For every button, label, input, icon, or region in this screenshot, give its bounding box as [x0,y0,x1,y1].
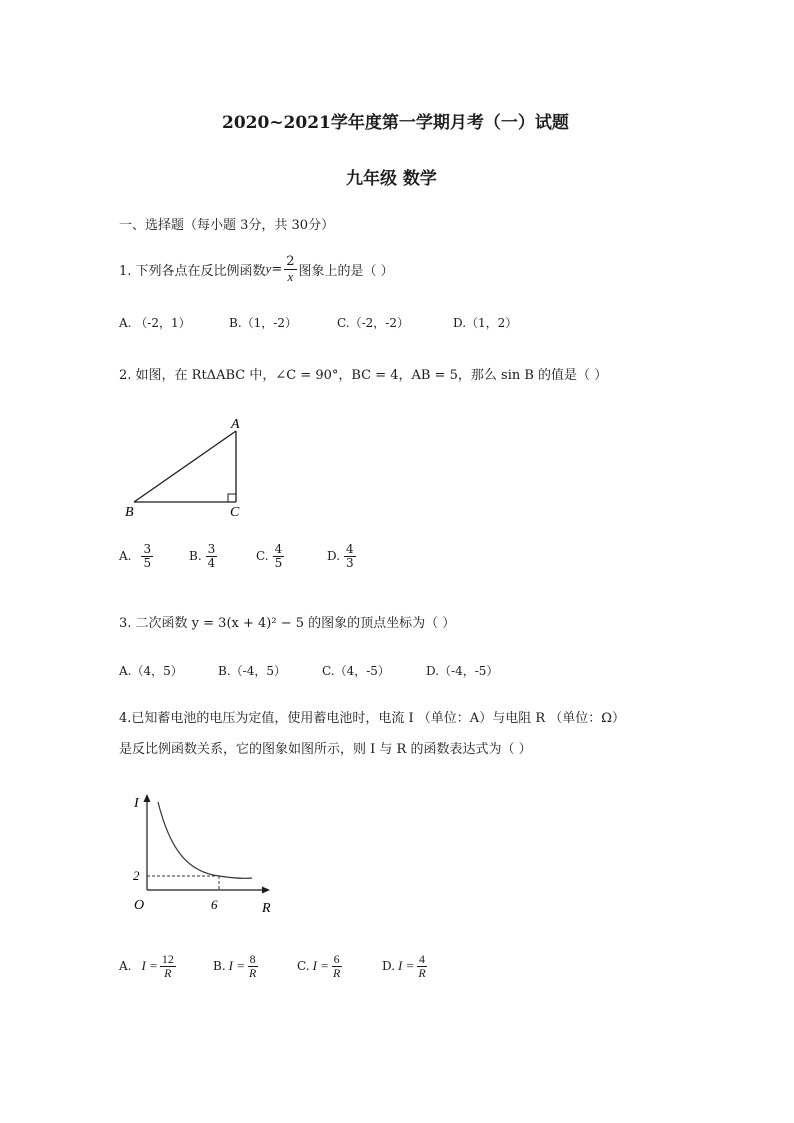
q4-option-d-lhs: I = [398,958,415,974]
q4-option-c-lhs: I = [312,958,329,974]
exam-subtitle: 九年级 数学 [346,169,437,189]
y-axis-label: I [134,796,139,811]
q2-option-d-letter: D. [327,549,341,564]
q2-option-c[interactable] [256,543,286,569]
question-4-line2: 是反比例函数关系，它的图象如图所示，则 I 与 R 的函数表达式为（ ） [119,742,532,757]
q4-option-a-den: R [164,965,172,980]
q3-option-c[interactable]: C.（4，-5） [322,664,390,678]
q2-option-a[interactable] [119,543,155,569]
q4-option-d-num: 4 [419,952,426,966]
q4-option-a-letter: A. [119,959,132,974]
question-1 [119,255,394,283]
origin-label: O [134,898,145,913]
q4-option-c-den: R [332,965,341,980]
q2-option-b-letter: B. [189,549,202,564]
q1-post: 图象上的是（ ） [298,263,394,279]
q2-option-a-num: 3 [143,542,152,556]
q2-option-c-fraction [273,543,285,569]
x-axis-label: R [262,901,271,916]
y-tick-label: 2 [133,868,140,883]
q2-option-b[interactable] [189,543,219,569]
q4-option-c-num: 6 [333,952,340,966]
q2-option-a-fraction [141,543,153,569]
q1-option-d[interactable]: D.（1，2） [453,316,518,330]
q2-option-d-num: 4 [346,542,354,556]
q3-option-a[interactable]: A.（4，5） [119,664,183,678]
q1-y: y [265,261,272,277]
q4-option-a-num: 12 [161,952,174,966]
q4-option-b-num: 8 [249,952,256,966]
question-3: 3. 二次函数 y = 3(x + 4)² − 5 的图象的顶点坐标为（ ） [119,616,456,631]
vertex-b-label: B [125,505,134,520]
q2-option-d-fraction [344,543,356,569]
q1-option-c[interactable]: C.（-2，-2） [337,316,409,330]
q4-option-b-letter: B. [213,959,226,974]
inverse-function-graph [124,788,284,920]
q4-option-d-letter: D. [382,959,396,974]
q1-option-b[interactable]: B.（1，-2） [229,316,297,330]
exam-title: 2020~2021学年度第一学期月考（一）试题 [222,113,569,133]
q2-option-b-fraction [206,543,218,569]
q2-option-c-den: 5 [274,555,283,570]
q4-option-b-den: R [249,965,257,980]
q2-option-a-den: 5 [143,555,152,570]
x-tick-label: 6 [211,897,218,912]
q3-option-b[interactable]: B.（-4，5） [218,664,286,678]
q1-fraction [284,255,296,283]
q2-option-d[interactable] [327,543,358,569]
q4-option-b[interactable] [213,953,260,979]
q2-option-b-num: 3 [207,542,216,556]
question-2: 2. 如图，在 RtΔABC 中，∠C = 90°，BC = 4，AB = 5，那么 sin B 的值是（ ） [119,368,608,383]
q4-option-c-letter: C. [297,959,310,974]
q3-option-d[interactable]: D.（-4，-5） [426,664,499,678]
triangle-figure [118,415,258,523]
vertex-a-label: A [231,417,240,432]
q4-option-a-lhs: I = [141,958,158,974]
q4-option-a-fraction [160,953,176,979]
q4-option-d-fraction [416,953,427,979]
q1-denominator: x [287,268,294,284]
q2-option-c-letter: C. [256,549,269,564]
q1-pre: 1. 下列各点在反比例函数 [119,263,266,279]
q2-option-d-den: 3 [346,555,354,570]
q4-option-d[interactable] [382,953,430,979]
q1-option-a[interactable]: A. （-2，1） [119,316,191,330]
q1-numerator: 2 [286,254,295,269]
q4-option-c-fraction [331,953,342,979]
question-4-line1: 4.已知蓄电池的电压为定值，使用蓄电池时，电流 I （单位：A）与电阻 R （单位：Ω） [119,711,626,726]
q2-option-a-letter: A. [119,549,132,564]
q4-option-a[interactable] [119,953,178,979]
q4-option-b-fraction [247,953,258,979]
vertex-c-label: C [230,505,240,520]
q4-option-b-lhs: I = [228,958,245,974]
q4-option-c[interactable] [297,953,344,979]
q1-eq: = [271,261,283,277]
q2-option-c-num: 4 [274,542,283,556]
q2-option-b-den: 4 [207,555,216,570]
q4-option-d-den: R [418,965,426,980]
section-heading: 一、选择题（每小题 3分，共 30分） [119,218,335,233]
